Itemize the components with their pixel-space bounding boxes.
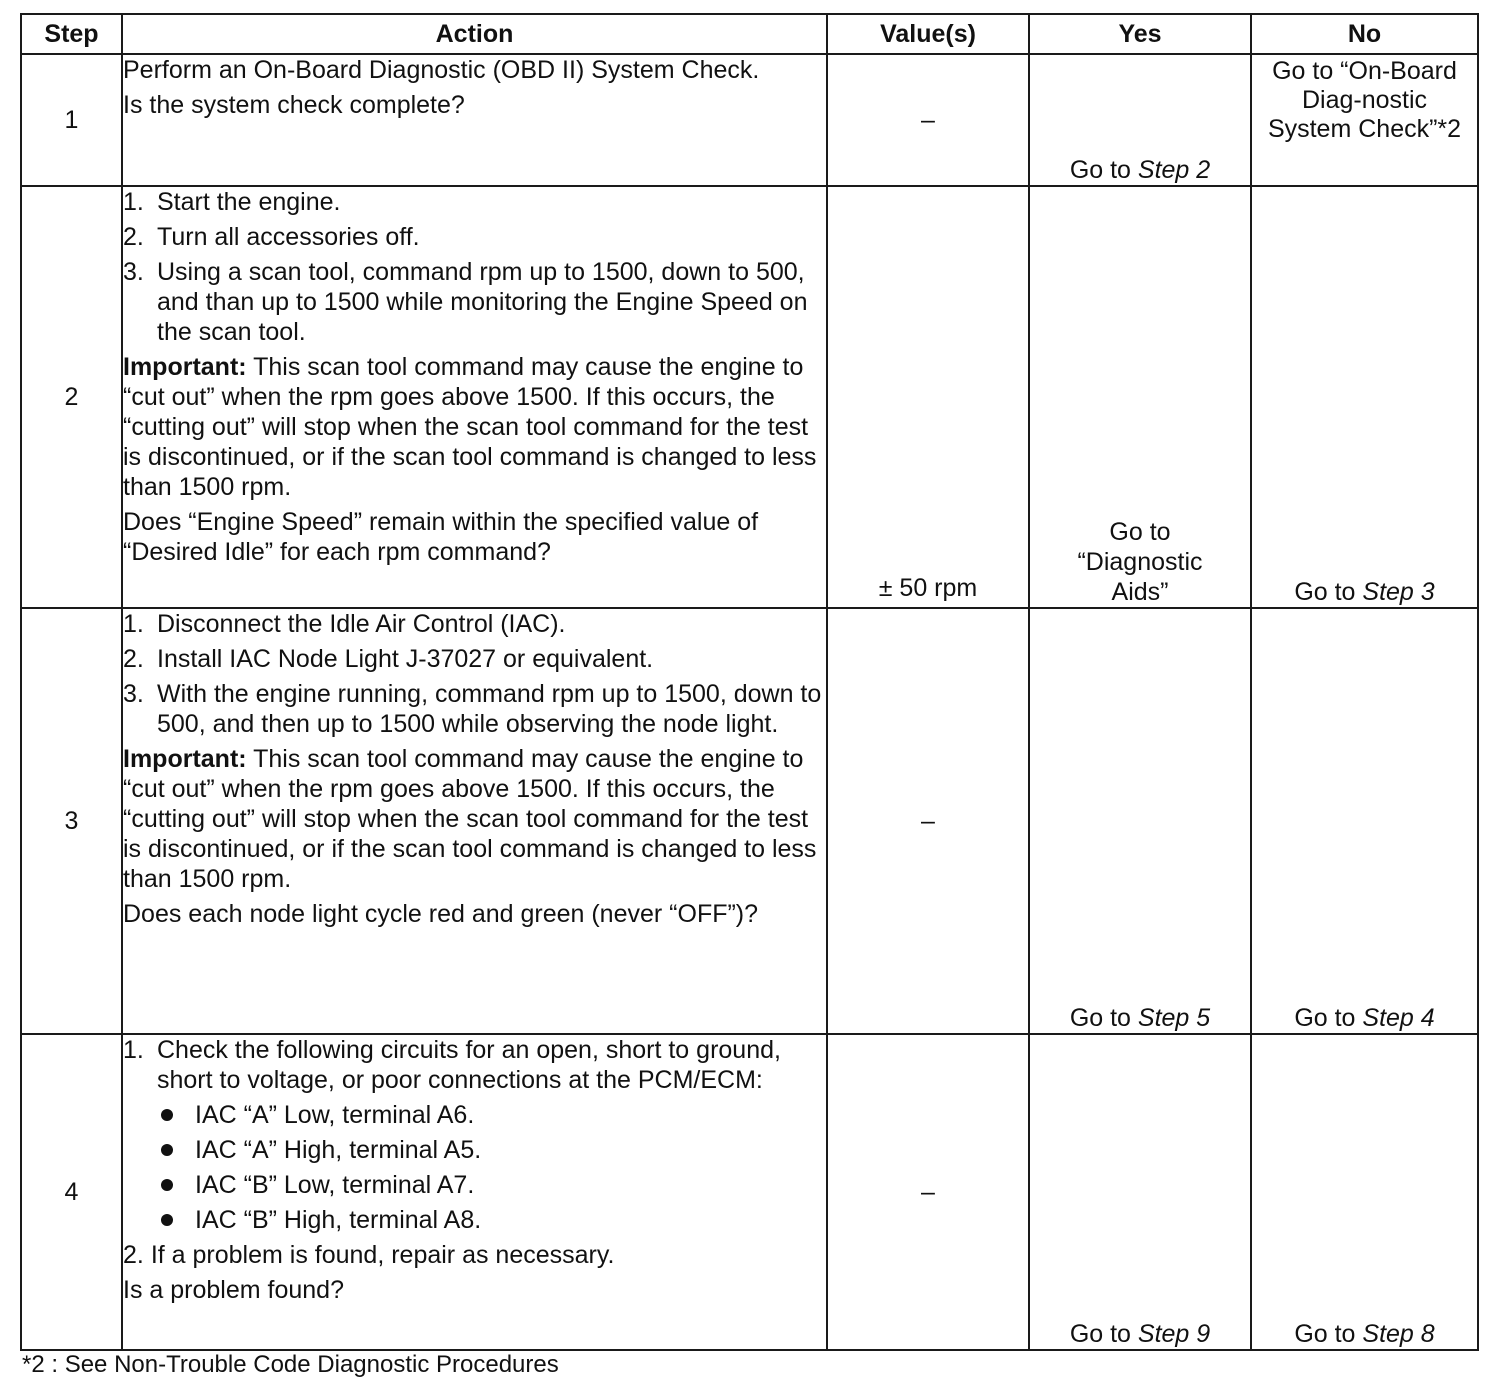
action-instruction: Perform an On-Board Diagnostic (OBD II) System Check. <box>123 56 760 84</box>
action-question: Is the system check complete? <box>123 91 465 119</box>
header-row <box>21 14 1478 54</box>
bullet-item: IAC “A” Low, terminal A6. <box>157 1100 826 1130</box>
action-cell <box>122 186 827 608</box>
action-cell <box>122 608 827 1034</box>
no-cell <box>1251 1034 1478 1350</box>
no-prefix: Go to <box>1294 1320 1363 1348</box>
bullet-item: IAC “B” High, terminal A8. <box>157 1205 826 1235</box>
numbered-list <box>123 187 826 347</box>
no-cell <box>1251 608 1478 1034</box>
bullet-item: IAC “A” High, terminal A5. <box>157 1135 826 1165</box>
table-row-step-3 <box>21 608 1478 1034</box>
list-item: 1. Check the following circuits for an open, short to ground, short to voltage, or poor connections at the PCM/ECM: IAC “A” Low, terminal A6. IAC “A” High, terminal A5. IAC “B” Low, terminal A7. IAC “B” High, terminal A8. <box>123 1035 826 1235</box>
bullet-icon <box>161 1109 173 1121</box>
step-number: 4 <box>21 1034 122 1350</box>
no-prefix: Go to <box>1294 1004 1363 1032</box>
table-row-step-1 <box>21 54 1478 186</box>
list-item: 1. Start the engine. <box>123 188 341 216</box>
header-yes: Yes <box>1029 14 1251 54</box>
no-step-link: Step 4 <box>1362 1004 1435 1032</box>
numbered-list <box>123 1035 826 1235</box>
header-step: Step <box>21 14 122 54</box>
list-item: 1. Disconnect the Idle Air Control (IAC). <box>123 610 566 638</box>
value-cell: – <box>827 1034 1029 1350</box>
yes-cell <box>1029 1034 1251 1350</box>
list-item: 2. Install IAC Node Light J-37027 or equivalent. <box>123 645 654 673</box>
no-step-link: Step 3 <box>1362 578 1435 606</box>
important-label: Important: <box>123 745 247 773</box>
important-note: Important: This scan tool command may cause the engine to “cut out” when the rpm goes above 1500. If this occurs, the “cutting out” will stop when the scan tool command for the test is discontinued, or if the scan tool command is changed to less than 1500 rpm. <box>123 745 817 893</box>
bullet-icon <box>161 1214 173 1226</box>
yes-text: Go to “Diagnostic Aids” <box>1077 518 1203 606</box>
action-cell <box>122 1034 827 1350</box>
value-cell: ± 50 rpm <box>827 186 1029 608</box>
yes-cell <box>1029 186 1251 608</box>
yes-step-link: Step 9 <box>1137 1320 1211 1348</box>
action-question: Does each node light cycle red and green (never “OFF”)? <box>123 900 759 928</box>
table-row-step-2 <box>21 186 1478 608</box>
action-instruction: 2. If a problem is found, repair as necessary. <box>123 1241 615 1269</box>
bullet-icon <box>161 1144 173 1156</box>
yes-cell <box>1029 608 1251 1034</box>
no-cell <box>1251 54 1478 186</box>
value-cell: – <box>827 54 1029 186</box>
bullet-item: IAC “B” Low, terminal A7. <box>157 1170 826 1200</box>
list-item: 2. Turn all accessories off. <box>123 223 420 251</box>
yes-cell <box>1029 54 1251 186</box>
action-question: Is a problem found? <box>123 1276 344 1304</box>
bullet-icon <box>161 1179 173 1191</box>
table-row-step-4 <box>21 1034 1478 1350</box>
no-text: Go to “On-Board Diag-nostic System Check”*2 <box>1267 57 1462 143</box>
yes-prefix: Go to <box>1069 156 1138 184</box>
step-number: 2 <box>21 186 122 608</box>
list-item: 3. Using a scan tool, command rpm up to 1500, down to 500, and than up to 1500 while monitoring the Engine Speed on the scan tool. <box>123 258 808 346</box>
footnote: *2 : See Non-Trouble Code Diagnostic Procedures <box>22 1351 559 1378</box>
header-action: Action <box>122 14 827 54</box>
yes-step-link: Step 2 <box>1137 156 1211 184</box>
no-step-link: Step 8 <box>1362 1320 1435 1348</box>
bullet-list <box>157 1100 826 1235</box>
header-no: No <box>1251 14 1478 54</box>
yes-step-link: Step 5 <box>1137 1004 1211 1032</box>
yes-prefix: Go to <box>1069 1004 1138 1032</box>
no-cell <box>1251 186 1478 608</box>
no-prefix: Go to <box>1294 578 1363 606</box>
diagnostic-table <box>20 13 1479 1351</box>
step-number: 3 <box>21 608 122 1034</box>
important-note: Important: This scan tool command may cause the engine to “cut out” when the rpm goes above 1500. If this occurs, the “cutting out” will stop when the scan tool command for the test is discontinued, or if the scan tool command is changed to less than 1500 rpm. <box>123 353 817 501</box>
list-item: 3. With the engine running, command rpm up to 1500, down to 500, and then up to 1500 while observing the node light. <box>123 680 822 738</box>
header-values: Value(s) <box>827 14 1029 54</box>
action-question: Does “Engine Speed” remain within the specified value of “Desired Idle” for each rpm command? <box>123 508 759 566</box>
yes-prefix: Go to <box>1069 1320 1138 1348</box>
action-cell <box>122 54 827 186</box>
value-cell: – <box>827 608 1029 1034</box>
step-number: 1 <box>21 54 122 186</box>
important-label: Important: <box>123 353 247 381</box>
numbered-list <box>123 609 826 739</box>
